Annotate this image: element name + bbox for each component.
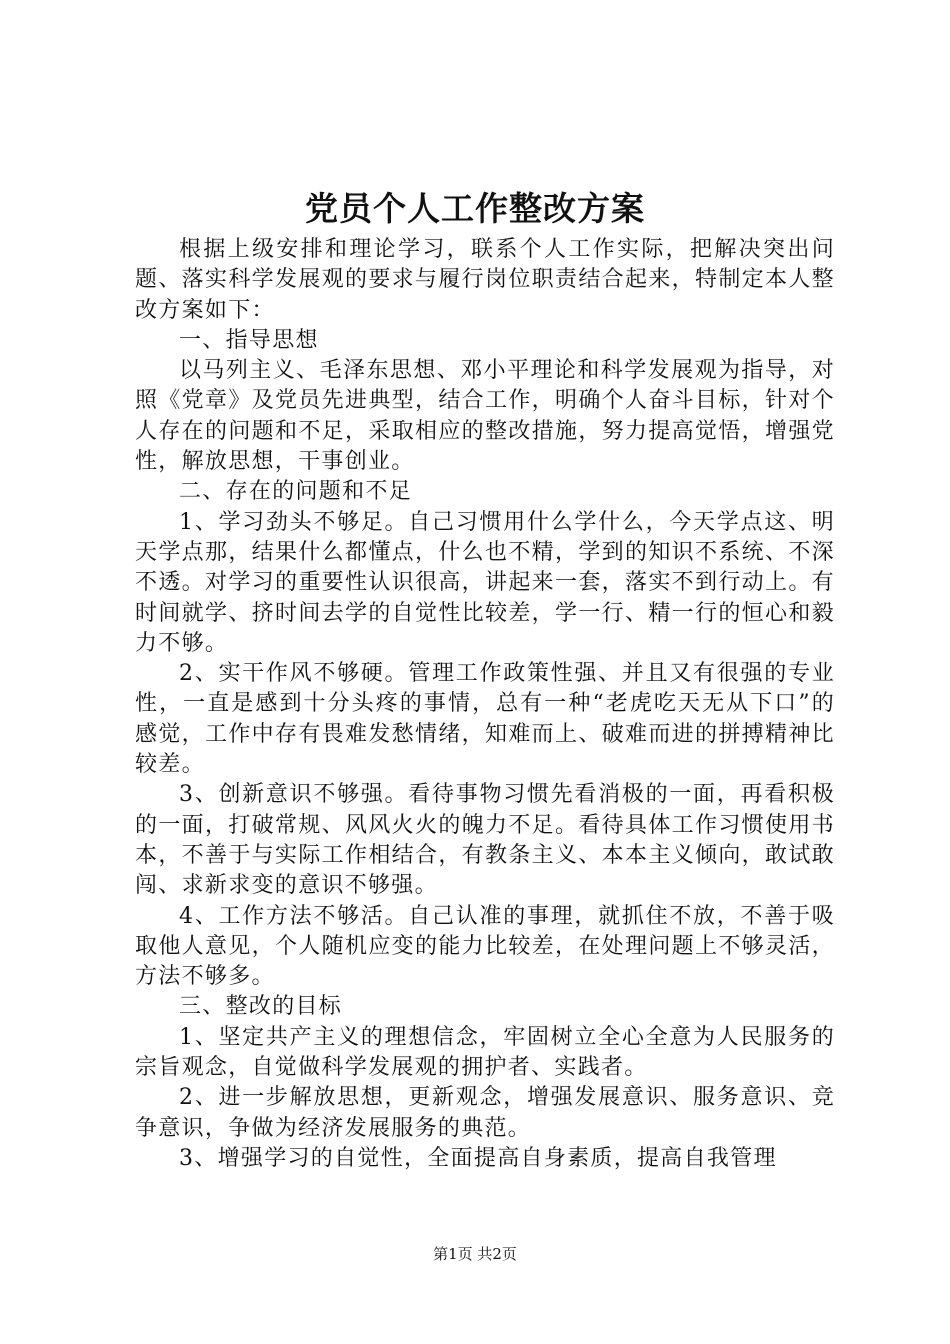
goal-item: 1、坚定共产主义的理想信念，牢固树立全心全意为人民服务的宗旨观念，自觉做科学发展观的拥护者、实践者。 <box>135 1024 835 1081</box>
guiding-thought-paragraph: 以马列主义、毛泽东思想、邓小平理论和科学发展观为指导，对照《党章》及党员先进典型，结合工作，明确个人奋斗目标，针对个人存在的问题和不足，采取相应的整改措施，努力提高觉悟，增强党性，解放思想，干事创业。 <box>135 358 835 475</box>
section-heading-problems: 二、存在的问题和不足 <box>179 479 413 505</box>
section-heading-goals: 三、整改的目标 <box>179 994 343 1020</box>
problem-item: 3、创新意识不够强。看待事物习惯先看消极的一面，再看积极的一面，打破常规、风风火火的魄力不足。看待具体工作习惯使用书本，不善于与实际工作相结合，有教条主义、本本主义倾向，敢试敢闯、求新求变的意识不够强。 <box>135 782 835 899</box>
document-title: 党员个人工作整改方案 <box>305 189 645 228</box>
intro-paragraph: 根据上级安排和理论学习，联系个人工作实际，把解决突出问题、落实科学发展观的要求与履行岗位职责结合起来，特制定本人整改方案如下： <box>135 237 835 323</box>
problem-item: 1、学习劲头不够足。自己习惯用什么学什么，今天学点这、明天学点那，结果什么都懂点，什么也不精，学到的知识不系统、不深不透。对学习的重要性认识很高，讲起来一套，落实不到行动上。有时间就学、挤时间去学的自觉性比较差，学一行、精一行的恒心和毅力不够。 <box>135 509 835 656</box>
section-heading-guiding-thought: 一、指导思想 <box>179 327 319 353</box>
document-body <box>135 235 835 1174</box>
goal-item: 2、进一步解放思想，更新观念，增强发展意识、服务意识、竞争意识，争做为经济发展服务的典范。 <box>135 1085 835 1141</box>
goal-item: 3、增强学习的自觉性，全面提高自身素质，提高自我管理 <box>179 1145 777 1171</box>
problem-item: 2、实干作风不够硬。管理工作政策性强、并且又有很强的专业性，一直是感到十分头疼的事情，总有一种“老虎吃天无从下口”的感觉，工作中存有畏难发愁情绪，知难而上、破难而进的拼搏精神比较差。 <box>135 661 835 778</box>
problem-item: 4、工作方法不够活。自己认准的事理，就抓住不放，不善于吸取他人意见，个人随机应变的能力比较差，在处理问题上不够灵活，方法不够多。 <box>135 903 835 990</box>
page-number-footer: 第1页 共2页 <box>433 1245 517 1263</box>
